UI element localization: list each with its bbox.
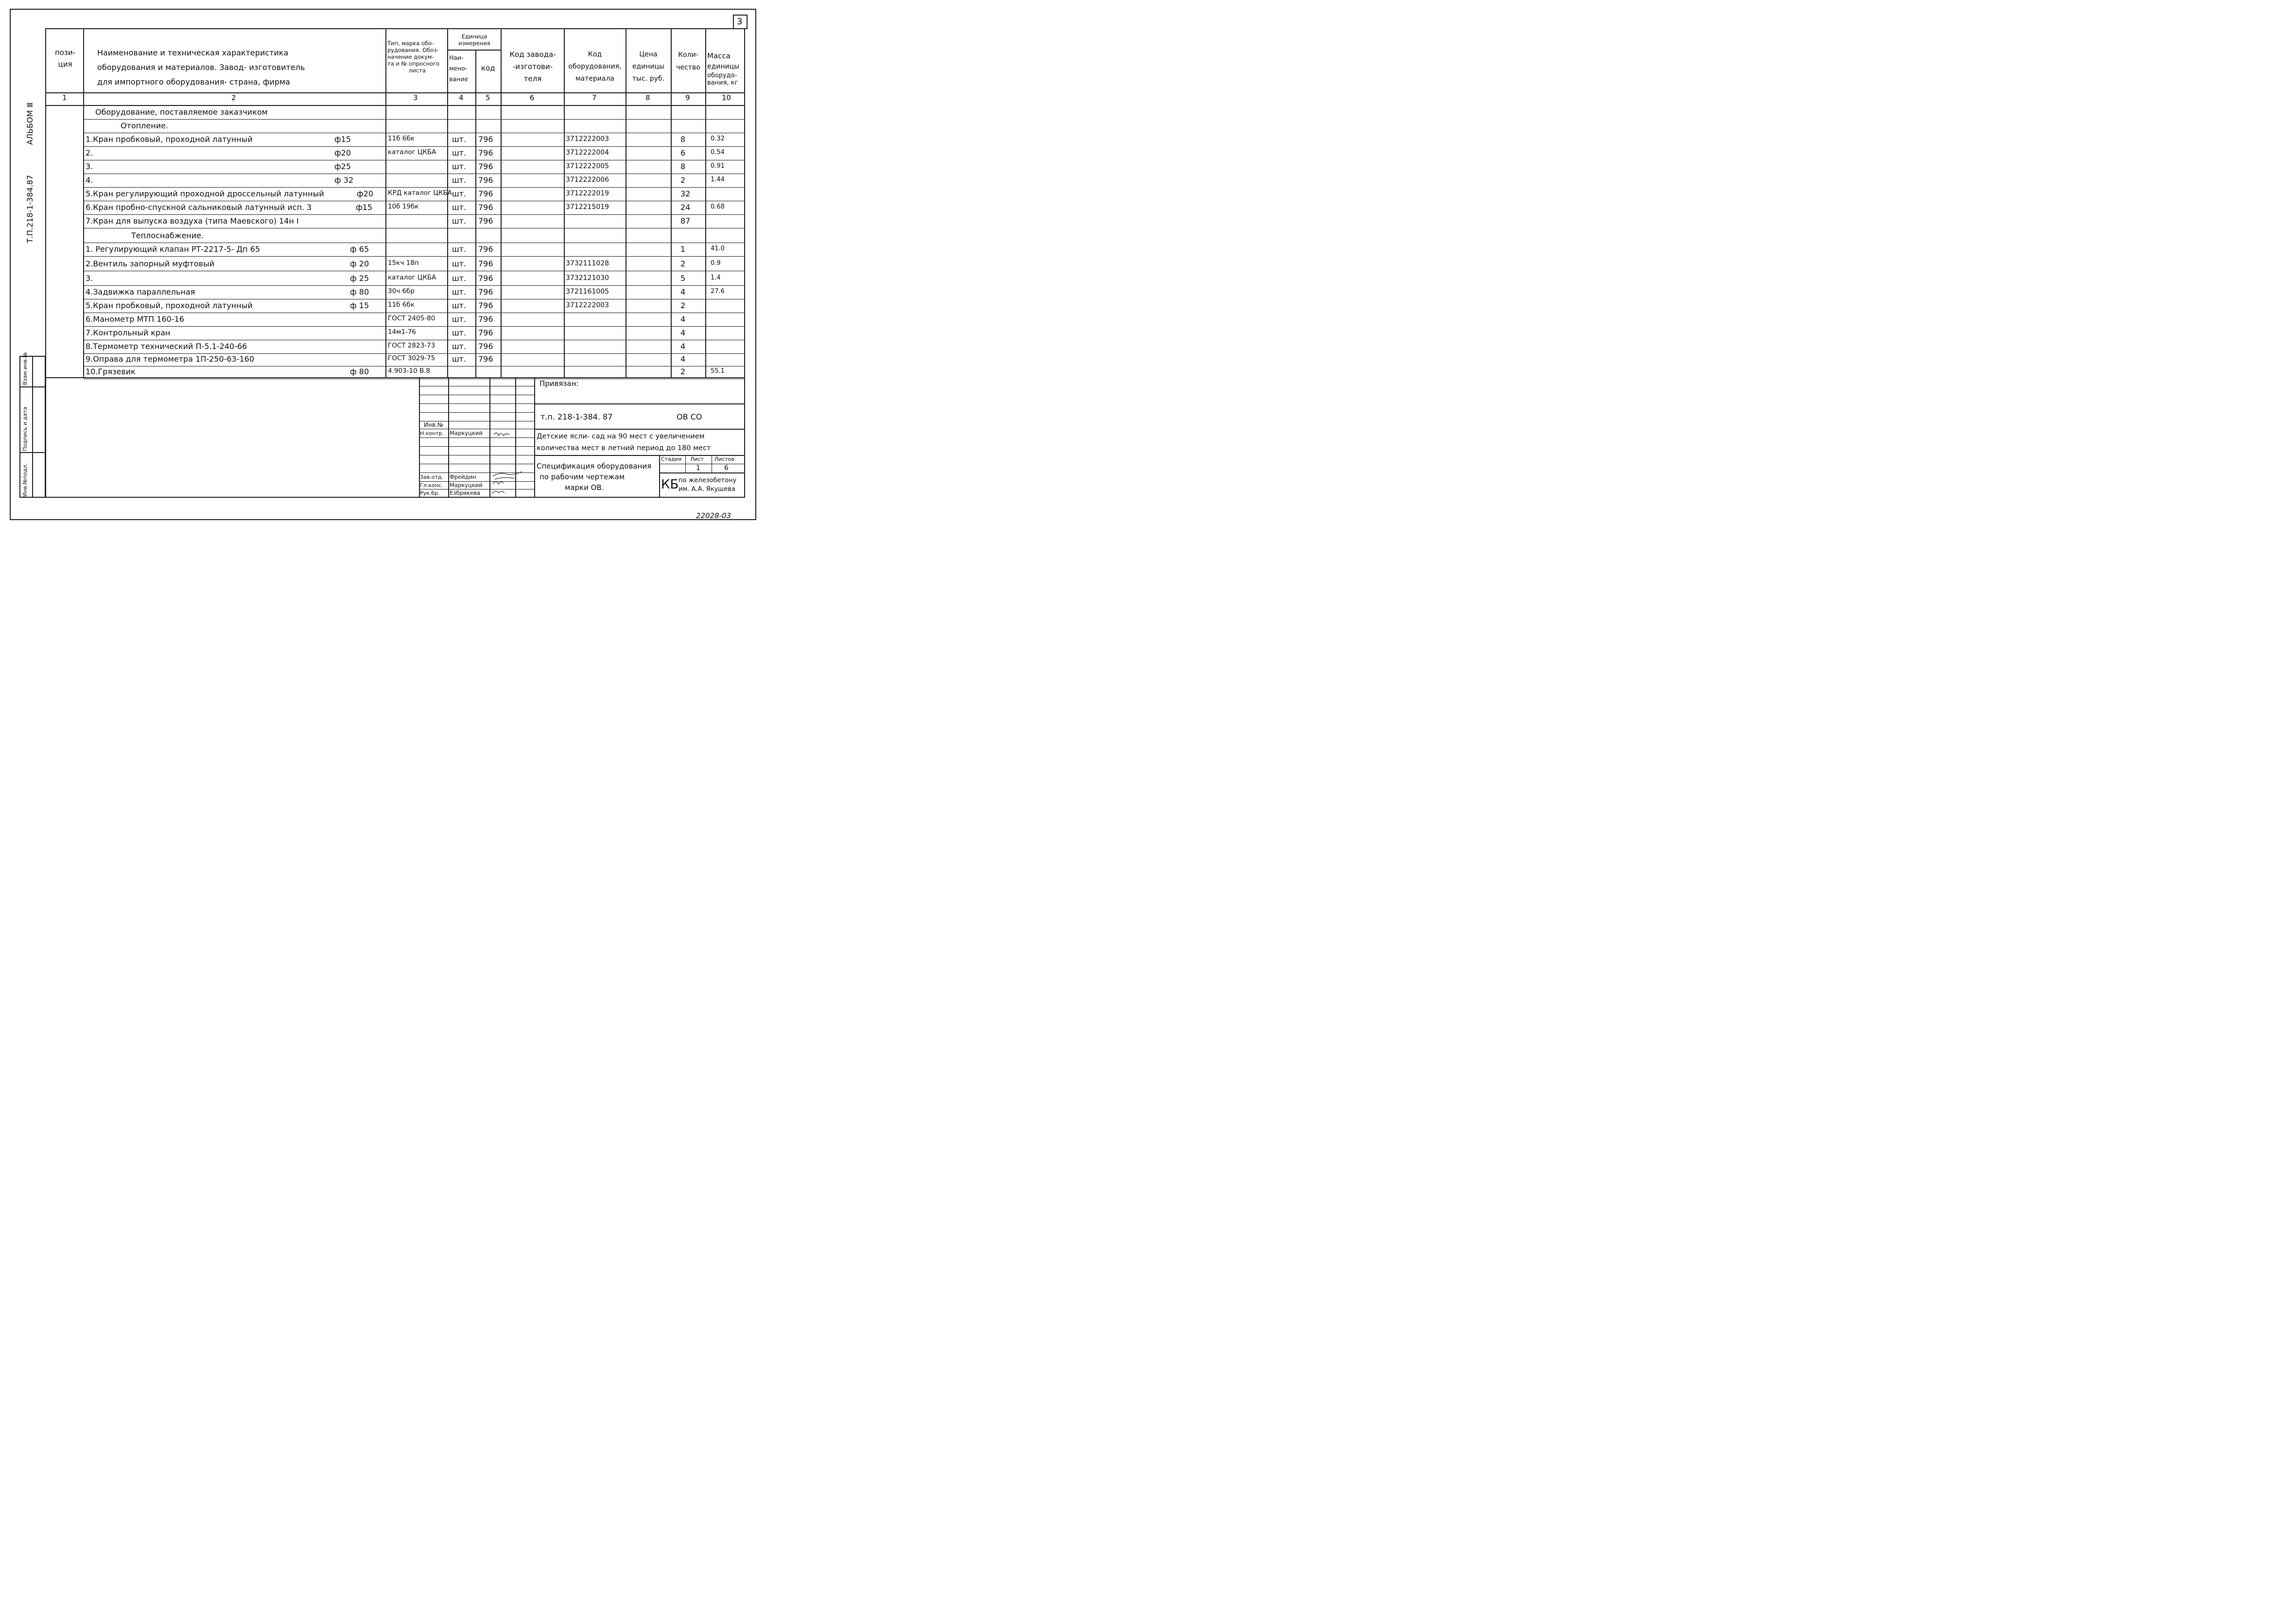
row-16-unit: шт. [452, 314, 467, 324]
archive-number: 22028-03 [696, 511, 731, 520]
page-number: 3 [737, 17, 743, 27]
row-16-name: 6.Манометр МТП 160-16 [86, 314, 184, 324]
row-15-name: 5.Кран пробковый, проходной латунный [86, 301, 253, 310]
project-code-side: Т.П.218-1-384.87 [25, 175, 35, 243]
row-8-dia: ф15 [356, 203, 373, 212]
row-13-name: 3. [86, 274, 93, 283]
object-name: Детские ясли- сад на 90 мест с увеличением количества мест в летний период до 180 мест [537, 433, 711, 452]
row-19-unit: шт. [452, 354, 467, 364]
row-6-dia: ф 32 [334, 175, 354, 185]
inv-label: Инв.№ [424, 421, 444, 428]
row-8-unit: шт. [452, 203, 467, 212]
col-number-2: 2 [231, 93, 236, 102]
row-13-qty: 5 [680, 274, 686, 283]
col-number-9: 9 [685, 93, 690, 102]
row-14-dia: ф 80 [350, 287, 369, 297]
row-11-qty: 1 [680, 245, 686, 254]
row-3-dia: ф15 [334, 135, 351, 144]
row-9-unit: шт. [452, 216, 467, 226]
name-gl-kons: Маркуцкий [450, 482, 483, 489]
org-name: по железобетону им. А.А. Якушева [678, 477, 737, 493]
row-12-mcode: 3732111028 [566, 260, 609, 267]
row-15-code: 796 [478, 301, 493, 310]
role-gl-kons: Гл.конс. [420, 482, 443, 489]
row-8-qty: 24 [680, 203, 691, 212]
name-ruk-br: Езбрикева [450, 489, 481, 496]
row-13-mass: 1.4 [711, 274, 721, 281]
row-19-type: ГОСТ 3029-75 [388, 354, 435, 362]
row-5-name: 3. [86, 162, 93, 171]
row-12-dia: ф 20 [350, 259, 369, 268]
row-12-mass: 0.9 [711, 260, 721, 267]
row-15-unit: шт. [452, 301, 467, 310]
row-7-unit: шт. [452, 189, 467, 198]
row-5-qty: 8 [680, 162, 686, 171]
row-4-dia: ф20 [334, 148, 351, 157]
row-18-name: 8.Термометр технический П-5.1-240-66 [86, 342, 247, 351]
row-7-type: КРД каталог ЦКБА [388, 189, 452, 197]
row-18-code: 796 [478, 342, 493, 351]
col-number-4: 4 [459, 93, 464, 102]
row-2-name: Отопление. [121, 121, 169, 130]
row-6-qty: 2 [680, 175, 686, 185]
col-number-10: 10 [722, 93, 731, 102]
row-4-type: каталог ЦКБА [388, 148, 436, 156]
col-number-5: 5 [486, 93, 490, 102]
row-7-name: 5.Кран регулирующий проходной дроссельный латунный [86, 189, 324, 198]
row-5-code: 796 [478, 162, 493, 171]
header-price: Цена единицы тыс. руб. [632, 51, 665, 83]
row-20-mass: 55.1 [711, 367, 725, 375]
row-17-code: 796 [478, 328, 493, 337]
row-3-code: 796 [478, 135, 493, 144]
row-6-unit: шт. [452, 175, 467, 185]
row-19-code: 796 [478, 354, 493, 364]
row-6-code: 796 [478, 175, 493, 185]
row-14-mass: 27.6 [711, 288, 725, 295]
row-6-mcode: 3712222006 [566, 176, 609, 184]
signature-marks [490, 430, 534, 498]
sheet-label: Лист [690, 456, 704, 462]
row-13-mcode: 3732121030 [566, 274, 609, 282]
row-20-dia: ф 80 [350, 367, 369, 376]
row-16-type: ГОСТ 2405-80 [388, 314, 435, 322]
row-10-name: Теплоснабжение. [131, 231, 204, 240]
row-20-qty: 2 [680, 367, 686, 376]
col-number-1: 1 [62, 93, 67, 102]
row-4-mcode: 3712222004 [566, 149, 609, 157]
stage-label: Стадия [661, 456, 682, 462]
row-13-type: каталог ЦКБА [388, 274, 436, 281]
row-5-unit: шт. [452, 162, 467, 171]
row-9-name: 7.Кран для выпуска воздуха (типа Маевского) 14н I [86, 216, 299, 226]
row-17-type: 14м1-76 [388, 328, 417, 336]
col-number-6: 6 [530, 93, 535, 102]
row-9-qty: 87 [680, 216, 691, 226]
col-number-7: 7 [592, 93, 597, 102]
row-19-qty: 4 [680, 354, 686, 364]
row-12-qty: 2 [680, 259, 686, 268]
row-20-name: 10.Грязевик [86, 367, 136, 376]
row-17-qty: 4 [680, 328, 686, 337]
row-11-mass: 41.0 [711, 245, 725, 252]
row-11-name: 1. Регулирующий клапан РТ-2217-5- Дп 65 [86, 245, 261, 254]
row-6-mass: 1.44 [711, 176, 725, 183]
row-8-mcode: 3712215019 [566, 203, 609, 211]
name-n-kontr: Маркуцкий [450, 430, 483, 437]
row-19-name: 9.Оправа для термометра 1П-250-63-160 [86, 354, 255, 364]
row-1-name: Оборудование, поставляемое заказчиком [95, 107, 268, 117]
row-7-qty: 32 [680, 189, 691, 198]
header-unit-group: Единица измерения [458, 33, 490, 47]
row-14-qty: 4 [680, 287, 686, 297]
row-4-qty: 6 [680, 148, 686, 157]
row-17-unit: шт. [452, 328, 467, 337]
header-material-code: Код оборудования, материала [568, 51, 622, 83]
row-14-unit: шт. [452, 287, 467, 297]
sheets-label: Листов [714, 456, 735, 462]
row-4-code: 796 [478, 148, 493, 157]
row-14-mcode: 3721161005 [566, 288, 609, 296]
doc-mark: ОВ СО [677, 412, 702, 421]
header-name: Наименование и техническая характеристика оборудования и материалов. Завод- изготовитель для импортного оборудования- страна, фирма [97, 48, 305, 87]
row-4-name: 2. [86, 148, 93, 157]
row-3-mass: 0.32 [711, 135, 725, 142]
col-number-3: 3 [413, 93, 418, 102]
role-ruk-br: Рук.бр. [420, 490, 440, 496]
row-9-code: 796 [478, 216, 493, 226]
row-18-qty: 4 [680, 342, 686, 351]
header-unit-code: код [481, 64, 495, 72]
row-3-mcode: 3712222003 [566, 135, 609, 143]
row-5-dia: ф25 [334, 162, 351, 171]
header-quantity: Коли- чество [676, 51, 700, 71]
role-zav-otd: Зав.отд. [420, 474, 444, 480]
row-15-dia: ф 15 [350, 301, 369, 310]
header-unit-name: Наи- мено- вание [449, 54, 469, 83]
row-13-dia: ф 25 [350, 274, 369, 283]
row-20-type: 4.903-10 В.8 [388, 367, 431, 375]
album-label: АЛЬБОМ Ⅲ [25, 102, 35, 145]
row-17-name: 7.Контрольный кран [86, 328, 171, 337]
row-18-unit: шт. [452, 342, 467, 351]
margin-label-inv: Инв.№подл. [22, 463, 28, 497]
header-mass: Масса единицы оборудо- вания, кг [707, 52, 740, 87]
header-factory-code: Код завода- -изготови- теля [509, 50, 556, 83]
row-5-mcode: 3712222005 [566, 162, 609, 170]
row-7-mcode: 3712222019 [566, 190, 609, 197]
row-7-code: 796 [478, 189, 493, 198]
doc-title: Спецификация оборудования по рабочим чертежам марки ОВ. [537, 462, 652, 492]
row-12-code: 796 [478, 259, 493, 268]
row-12-name: 2.Вентиль запорный муфтовый [86, 259, 215, 268]
row-13-unit: шт. [452, 274, 467, 283]
org-abbr: КБ [661, 477, 679, 492]
row-3-qty: 8 [680, 135, 686, 144]
bound-label: Привязан: [539, 379, 579, 388]
row-4-mass: 0.54 [711, 149, 725, 156]
row-4-unit: шт. [452, 148, 467, 157]
row-3-name: 1.Кран пробковый, проходной латунный [86, 135, 253, 144]
sheets-value: 6 [724, 464, 729, 472]
row-3-type: 11б 6бк [388, 135, 415, 142]
row-13-code: 796 [478, 274, 493, 283]
header-position: пози- ция [54, 48, 76, 69]
margin-label-replace: Взам.инв.№ [22, 352, 28, 385]
row-16-code: 796 [478, 314, 493, 324]
row-14-name: 4.Задвижка параллельная [86, 287, 195, 297]
sheet-value: 1 [696, 464, 700, 472]
row-11-unit: шт. [452, 245, 467, 254]
row-15-mcode: 3712222003 [566, 301, 609, 309]
name-zav-otd: Фрейдин [450, 473, 476, 480]
row-8-name: 6.Кран пробно-спускной сальниковый латунный исп. 3 [86, 203, 312, 212]
row-8-type: 10б 19бк [388, 203, 419, 210]
margin-label-sign: Подпись и дата [22, 406, 28, 451]
row-11-code: 796 [478, 245, 493, 254]
row-11-dia: ф 65 [350, 245, 369, 254]
row-16-qty: 4 [680, 314, 686, 324]
row-18-type: ГОСТ 2823-73 [388, 342, 435, 349]
row-12-type: 15кч 18п [388, 259, 419, 267]
row-5-mass: 0.91 [711, 162, 725, 170]
row-12-unit: шт. [452, 259, 467, 268]
row-15-type: 11б 6бк [388, 301, 415, 309]
col-number-8: 8 [645, 93, 650, 102]
row-15-qty: 2 [680, 301, 686, 310]
header-type-mark: Тип, марка обо- рудования. Обоз- начение докум- та и № опросного листа [387, 40, 439, 74]
row-7-dia: ф20 [357, 189, 374, 198]
row-14-type: 30ч 6бр [388, 287, 415, 295]
row-8-mass: 0.68 [711, 203, 725, 210]
role-n-kontr: Н.контр. [420, 430, 444, 437]
row-3-unit: шт. [452, 135, 467, 144]
doc-code: т.п. 218-1-384. 87 [540, 412, 613, 421]
row-14-code: 796 [478, 287, 493, 297]
row-6-name: 4. [86, 175, 93, 185]
row-8-code: 796 [478, 203, 493, 212]
